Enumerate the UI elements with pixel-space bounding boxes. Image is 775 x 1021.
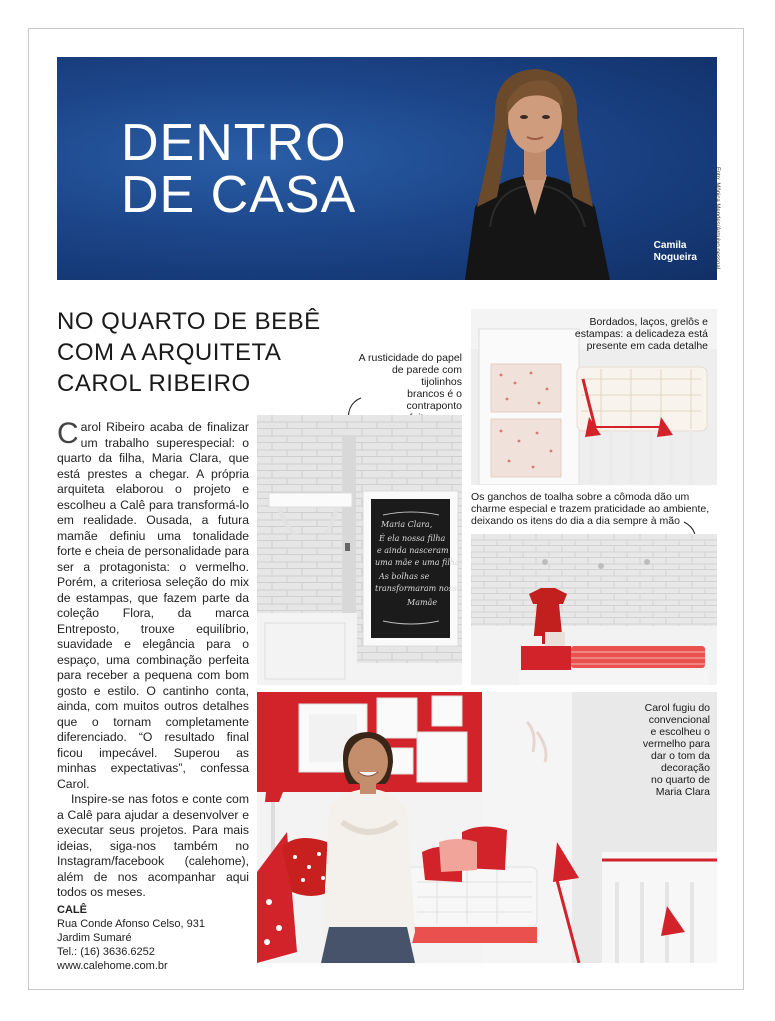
portrait-last-name: Nogueira xyxy=(653,252,697,263)
photo-credit xyxy=(714,57,732,280)
caption-line: dar o tom da xyxy=(651,750,710,762)
body-paragraph-1-text: arol Ribeiro acaba de finalizar um trabalho superespecial: o quarto da filha, Maria Clara, que está prestes a chegar. A própria arquiteta elaborou o projeto e escolheu a Calê para transformá-lo em realidade. Ousada, a futura mamãe definiu uma tonalidade forte e cheia de personalidade para ser a protagonista: o vermelho. Porém, a criteriosa seleção do mix de estampas, que fazem parte da coleção Flora, da marca Entreposto, trouxe equilíbrio, suavidade e elegância para o espaço, uma combinação perfeita para receber a pequena com bom gosto e estilo. O cantinho conta, ainda, com muitos outros detalhes que o tornam completamente diferenciado. “O resultado final ficou impecável. Superou as minhas expectativas”, confessa Carol. xyxy=(57,420,249,791)
section-title xyxy=(121,114,357,224)
caption-line: deixando os itens do dia a dia sempre à mão xyxy=(471,515,680,527)
section-title-line1: DENTRO xyxy=(121,114,347,172)
contact-brand: CALÊ xyxy=(57,904,87,916)
portrait-photo xyxy=(435,57,635,280)
contact-address: Rua Conde Afonso Celso, 931 xyxy=(57,918,205,930)
contact-block xyxy=(57,903,205,973)
caption-line: Maria Clara xyxy=(655,786,710,798)
caption-line: vermelho para xyxy=(642,738,710,750)
chalk-line: transformaram nossa xyxy=(375,584,462,593)
caption-details xyxy=(560,316,708,352)
contact-phone: Tel.: (16) 3636.6252 xyxy=(57,946,155,958)
headline-line2: COM A ARQUITETA xyxy=(57,339,282,366)
caption-line: charme especial e trazem praticidade ao ambiente, xyxy=(471,503,710,515)
caption-line: no quarto de xyxy=(651,774,710,786)
photo-brick-wall-chalkboard xyxy=(257,415,462,685)
headline-line3: CAROL RIBEIRO xyxy=(57,370,251,397)
chalk-line: Maria Clara, xyxy=(381,520,433,529)
article-headline xyxy=(57,306,337,399)
caption-line: e escolheu o xyxy=(650,726,710,738)
portrait-name xyxy=(654,240,697,264)
headline-line1: NO QUARTO DE BEBÊ xyxy=(57,308,321,335)
contact-website: www.calehome.com.br xyxy=(57,960,168,972)
section-banner xyxy=(57,57,717,280)
caption-line: Os ganchos de toalha sobre a cômoda dão um xyxy=(471,491,690,503)
chalk-line: e ainda nasceram xyxy=(377,546,449,555)
caption-line: convencional xyxy=(648,714,710,726)
chalk-line: Mamãe xyxy=(407,598,438,607)
caption-line: Bordados, laços, grelôs e xyxy=(589,316,708,328)
caption-line: de parede com tijolinhos xyxy=(391,364,462,388)
photo-hooks-dresser xyxy=(471,534,717,685)
caption-carol xyxy=(630,702,710,798)
photo-credit-text: Foto: Mônica Mendes/Arquivo pessoal xyxy=(714,167,720,270)
body-paragraph-1 xyxy=(57,417,249,792)
caption-line: presente em cada detalhe xyxy=(586,340,708,352)
chalk-line: É ela nossa filha xyxy=(379,534,446,543)
chalk-line: uma mãe e uma filha xyxy=(375,558,460,567)
body-paragraph-2: Inspire-se nas fotos e conte com a Calê para ajudar a desenvolver e executar seus projetos. Para mais ideias, siga-nos também no Instagram/facebook (calehome), além de nos acompanhar aqui todos os meses. xyxy=(57,792,249,899)
caption-line: A rusticidade do papel xyxy=(358,352,462,364)
caption-line: Carol fugiu do xyxy=(644,702,710,714)
chalk-line: As bolhas se xyxy=(379,572,430,581)
article-body xyxy=(57,417,249,901)
caption-line: decoração xyxy=(660,762,710,774)
caption-line: brancos é o contraponto xyxy=(406,388,462,412)
contact-district: Jardim Sumaré xyxy=(57,932,132,944)
caption-line: estampas: a delicadeza está xyxy=(574,328,708,340)
portrait-first-name: Camila xyxy=(653,240,687,251)
section-title-line2: DE CASA xyxy=(121,166,357,224)
drop-cap: C xyxy=(57,417,79,450)
